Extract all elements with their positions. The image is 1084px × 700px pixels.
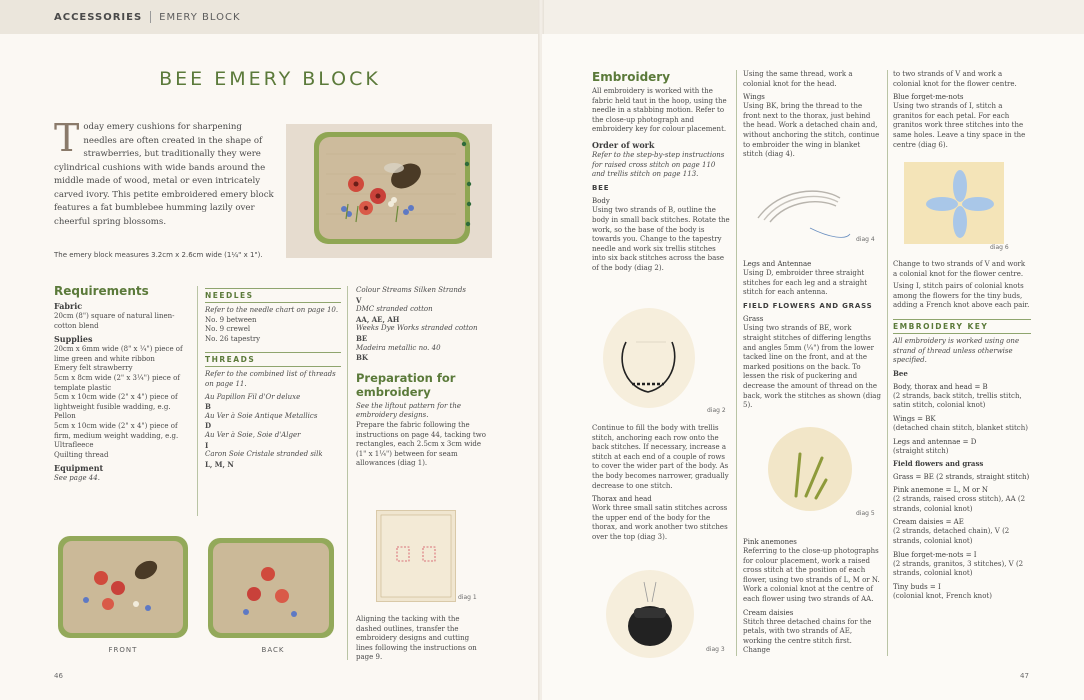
legs-text: Using D, embroider three straight stitches for each leg and a straight stitch for each antenna.: [743, 269, 868, 297]
bee-heading: BEE: [592, 183, 610, 192]
diagram-2: [596, 302, 702, 420]
after-text: Change to two strands of V and work a colonial knot for the flower centre.: [893, 260, 1026, 278]
thread-name: Au Papillon Fil d'Or deluxe: [205, 392, 301, 401]
intro-paragraph: [54, 116, 276, 229]
body-text: Using two strands of B, outline the body in small back stitches. Rotate the work, so the base of the body is towards you. Change to the tapestry needle and work six trellis stitches into six back stitches across the base of the body (diag 2).: [592, 206, 730, 272]
thread-code: BK: [356, 353, 369, 363]
key-item-detail: (detached chain stitch, blanket stitch): [893, 423, 1028, 432]
anemone-heading: Pink anemones: [743, 538, 797, 546]
order-heading: Order of work: [592, 139, 655, 150]
key-item-detail: (colonial knot, French knot): [893, 591, 992, 600]
embroidery-text: All embroidery is worked with the fabric held taut in the hoop, using the needle in a stabbing motion. Refer to the close-up photograph and embroidery key for colour placement.: [592, 87, 727, 134]
supplies-item: 5cm x 10cm wide (2" x 4") piece of lightweight fusible wadding, e.g. Pellon: [54, 393, 178, 421]
supplies-item: 5cm x 10cm wide (2" x 4") piece of firm, medium weight wadding, e.g. Ultrafleece: [54, 421, 179, 450]
diagram-5-label: diag 5: [856, 510, 875, 517]
fabric-heading: Fabric: [54, 301, 83, 311]
wings-text: Using BK, bring the thread to the front next to the thorax, just behind the head. Work a detached chain and, without anchoring the stitch, continue to embroider the wing in blanket stitch (diag 4).: [743, 102, 880, 159]
column-rule: [736, 70, 737, 656]
key-item-detail: (2 strands, detached chain), V (2 strands, colonial knot): [893, 527, 1010, 545]
forget-text: Using two strands of I, stitch a granitos for each petal. For each granitos work three stitches into the same holes. Leave a tiny space in the centre (diag 6).: [893, 102, 1026, 149]
emery-block-illustration: [286, 124, 492, 258]
diagram-3-label: diag 3: [706, 646, 725, 653]
measurement-caption: The emery block measures 3.2cm x 2.6cm wide (1¼" x 1").: [54, 251, 263, 259]
intro-text: oday emery cushions for sharpening needles are often created in the shape of strawberries, but traditionally they were cylindrical cushions with wide bands around the middle made of wood, metal or even intricately carved ivory. This petite embroidered emery block features a fat bumblebee humming lazily over cheerful spring blossoms.: [54, 122, 274, 227]
key-item-title: Pink anemone = L, M or N: [893, 486, 988, 495]
key-item-title: Body, thorax and head = B: [893, 382, 988, 391]
needle-item: No. 9 crewel: [205, 325, 251, 334]
requirements-heading: Requirements: [54, 284, 149, 298]
header-divider: [150, 11, 151, 23]
page-number-right: 47: [1020, 672, 1029, 680]
diagram-6: [904, 162, 1004, 244]
preparation-column: [356, 286, 486, 469]
column-rule: [197, 286, 198, 516]
thread-name: DMC stranded cotton: [356, 305, 433, 314]
supplies-item: 5cm x 8cm wide (2" x 3¼") piece of template plastic: [54, 373, 180, 392]
key-item-detail: (2 strands, back stitch, trellis stitch, satin stitch, colonial knot): [893, 391, 1022, 410]
subsection-label: EMERY BLOCK: [159, 11, 241, 23]
col3-intro: to two strands of V and work a colonial knot for the flower centre.: [893, 70, 1017, 88]
grass-diagram: [766, 426, 854, 512]
daisy-text: Stitch three detached chains for the petals, with two strands of AE, working the centre stitch first. Change: [743, 617, 872, 655]
continue-text: Continue to fill the body with trellis stitch, anchoring each row onto the back stitches. If necessary, increase a stitch at each end of a couple of rows to cover the wider part of the body. As the body becomes narrower, gradually decrease to one stitch.: [592, 424, 729, 490]
thread-name: Au Ver à Soie, Soie d'Alger: [205, 430, 301, 439]
thread-code: V: [356, 295, 362, 305]
body-heading: Body: [592, 197, 610, 206]
legs-grass-column: [743, 256, 881, 411]
back-photo: [206, 536, 336, 642]
emery-block-photo: [286, 124, 492, 258]
forget-heading: Blue forget-me-nots: [893, 93, 964, 102]
diagram-4-label: diag 4: [856, 236, 875, 243]
anemone-text: Referring to the close-up photographs for colour placement, work a raised cross stitch at the position of each flower, using two strands of L, M or N. Work a colonial knot at the centre of each flower using two strands of AA.: [743, 547, 880, 603]
column-rule: [887, 70, 888, 656]
order-note: Refer to the step-by-step instructions for raised cross stitch on page 110 and trellis stitch on page 113.: [592, 150, 725, 179]
diagram-1-label: diag 1: [458, 594, 477, 601]
grass-text: Using two strands of BE, work straight stitches of differing lengths and angles 5mm (¼") from the lower tacked line on the front, and at the marked positions on the back. To lessen the risk of puckering and decrease the amount of thread on the back, work the stitches as shown (diag 5).: [743, 324, 881, 410]
key-item-title: Grass = BE (2 strands, straight stitch): [893, 473, 1030, 482]
thread-code: BE: [356, 333, 368, 343]
thread-name: Au Ver à Soie Antique Metallics: [205, 411, 318, 420]
diagram-5: [766, 426, 854, 512]
key-item-title: Blue forget-me-nots = I: [893, 550, 977, 559]
needles-threads-column: [205, 286, 341, 469]
thread-name: Weeks Dye Works stranded cotton: [356, 324, 478, 333]
thread-name: Madeira metallic no. 40: [356, 343, 441, 352]
embroidery-key-heading: EMBROIDERY KEY: [893, 319, 1031, 334]
supplies-item: Emery felt strawberry: [54, 364, 133, 373]
trellis-body-diagram: [596, 302, 702, 420]
drop-cap: T: [54, 116, 80, 160]
preparation-after-text: Aligning the tacking with the dashed outlines, transfer the embroidery designs and cutting lines following the instructions on page 9.: [356, 615, 477, 662]
embroidery-continued: [592, 424, 730, 543]
field-heading: FIELD FLOWERS AND GRASS: [743, 301, 873, 310]
needles-heading: NEEDLES: [205, 288, 341, 303]
diagram-3: [600, 562, 700, 660]
key-item-detail: (2 strands, raised cross stitch), AA (2 strands, colonial knot): [893, 495, 1026, 513]
right-header-band: [542, 0, 1084, 34]
thread-code: L, M, N: [205, 459, 234, 469]
daisy-heading: Cream daisies: [743, 608, 794, 617]
back-block-illustration: [206, 536, 336, 642]
supplies-item: Quilting thread: [54, 450, 109, 459]
col2-intro: Using the same thread, work a colonial knot for the head.: [743, 70, 853, 88]
key-item-title: Legs and antennae = D: [893, 437, 977, 446]
wings-heading: Wings: [743, 93, 765, 102]
page-title: BEE EMERY BLOCK: [159, 68, 381, 90]
front-block-illustration: [56, 532, 190, 642]
legs-heading: Legs and Antennae: [743, 260, 812, 268]
key-item-detail: (2 strands, granitos, 3 stitches), V (2 strands, colonial knot): [893, 559, 1024, 578]
thread-name: Colour Streams Silken Strands: [356, 286, 466, 294]
thorax-text: Work three small satin stitches across the upper end of the body for the thorax, and work another two stitches over the top (diag 3).: [592, 504, 728, 541]
forget-me-not-diagram: [904, 162, 1004, 244]
preparation-heading: Preparation for embroidery: [356, 370, 456, 399]
key-note: All embroidery is worked using one strand of thread unless otherwise specified.: [893, 336, 1020, 365]
section-label: ACCESSORIES: [54, 11, 143, 23]
column-rule: [347, 286, 348, 660]
thread-code: B: [205, 402, 211, 412]
buds-text: Using I, stitch pairs of colonial knots among the flowers for the tiny buds, adding a French knot above each pair.: [893, 282, 1030, 310]
needle-item: No. 26 tapestry: [205, 334, 261, 343]
thread-name: Caron Soie Cristale stranded silk: [205, 450, 323, 459]
supplies-heading: Supplies: [54, 334, 93, 345]
front-caption: FRONT: [108, 646, 138, 654]
preparation-text: Prepare the fabric following the instructions on page 44, tacking two rectangles, each 2.5cm x 3cm wide (1" x 1¼") between for seam allowances (diag 1).: [356, 420, 486, 468]
preparation-note: See the liftout pattern for the embroidery designs.: [356, 401, 461, 420]
flowers-column: [743, 534, 881, 656]
front-photo: [56, 532, 190, 642]
tacking-diagram: [377, 511, 455, 601]
key-field-heading: Field flowers and grass: [893, 459, 984, 469]
key-bee-heading: Bee: [893, 368, 908, 378]
thread-code: D: [205, 421, 212, 431]
key-item-title: Cream daisies = AE: [893, 518, 964, 527]
thorax-diagram: [600, 562, 700, 660]
running-head: [0, 0, 540, 34]
equipment-text: See page 44.: [54, 474, 100, 483]
key-item-title: Wings = BK: [893, 414, 936, 423]
key-item-detail: (straight stitch): [893, 446, 949, 455]
back-caption: BACK: [261, 646, 285, 654]
embroidery-key-column: [893, 260, 1031, 601]
embroidery-heading: Embroidery: [592, 70, 671, 84]
requirements-column: [54, 284, 190, 484]
key-item-title: Tiny buds = I: [893, 582, 941, 591]
thread-code: I: [205, 440, 209, 450]
needle-item: No. 9 between: [205, 315, 257, 324]
fabric-text: 20cm (8") square of natural linen-cotton blend: [54, 312, 175, 330]
equipment-heading: Equipment: [54, 463, 104, 474]
diagram-4: [750, 178, 854, 246]
diagram-6-label: diag 6: [990, 244, 1009, 251]
thorax-heading: Thorax and head: [592, 495, 652, 504]
needles-note: Refer to the needle chart on page 10.: [205, 306, 339, 314]
thread-code: AA, AE, AH: [356, 314, 400, 324]
page-number-left: 46: [54, 672, 63, 680]
supplies-item: 20cm x 6mm wide (8" x ¼") piece of lime green and white ribbon: [54, 345, 183, 363]
wing-diagram: [750, 178, 854, 246]
diagram-2-label: diag 2: [707, 407, 726, 414]
embroidery-column: [592, 70, 730, 274]
threads-note: Refer to the combined list of threads on page 11.: [205, 370, 336, 388]
diagram-1: [376, 510, 456, 602]
grass-heading: Grass: [743, 315, 764, 324]
threads-heading: THREADS: [205, 352, 341, 367]
forget-me-nots-column: [893, 70, 1031, 150]
bee-details-column: [743, 70, 881, 160]
